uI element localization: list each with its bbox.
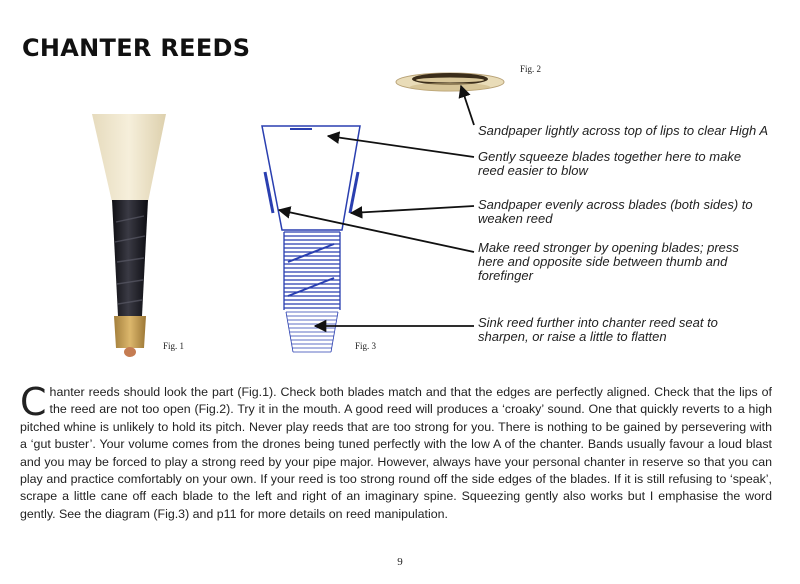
annotation-squeeze: Gently squeeze blades together here to make reed easier to blow — [478, 149, 742, 178]
annotation-high-a: Sandpaper lightly across top of lips to clear High A — [478, 123, 769, 138]
arrow-fig2 — [461, 86, 474, 125]
diagram-staple — [286, 312, 338, 352]
fig3-label: Fig. 3 — [355, 341, 377, 351]
arrow-sides — [351, 206, 474, 213]
diagram-binding — [284, 232, 340, 310]
page-title: CHANTER REEDS — [22, 34, 251, 62]
fig1-label: Fig. 1 — [163, 341, 185, 351]
body-paragraph — [20, 380, 772, 523]
body-text: hanter reeds should look the part (Fig.1). Check both blades match and that the edges are perfectly aligned. Check that the lips of the reed are not too open (Fig.2). Try it in the mouth. A good reed will produces a ‘croaky’ sound. One that quickly reverts to a high pitched whine is unlikely to hold its pitch. Never play reeds that are too strong for you. There is nothing to be gained by persevering with a ‘gut buster’. Your volume comes from the drones being tuned perfectly with the low A of the chanter. Bands usually favour a loud blast and you may be forced to play a strong reed by your pipe major. However, always have your personal chanter in reserve so that you can play and practice comfortably on your own. If your reed is too strong round off the side edges of the blades. If it is still refusing to ‘speak’, scrape a little cane off each blade to the left and right of an imaginary spine. Squeezing gently also works but I emphasise the word gently. See the diagram (Fig.3) and p11 for more details on reed manipulation. — [20, 385, 772, 521]
fig2-label: Fig. 2 — [520, 64, 542, 74]
annotation-seat: Sink reed further into chanter reed seat to sharpen, or raise a little to flatten — [478, 315, 718, 344]
diagram-blade-outline — [262, 126, 360, 230]
annotation-sandpaper-sides: Sandpaper evenly across blades (both sides) to weaken reed — [478, 197, 753, 226]
page-number: 9 — [397, 556, 403, 568]
annotation-stronger: Make reed stronger by opening blades; press here and opposite side between thumb and forefinger — [478, 240, 739, 283]
dropcap: C — [20, 380, 47, 424]
arrow-lips — [328, 136, 474, 157]
arrow-blades — [279, 210, 474, 252]
